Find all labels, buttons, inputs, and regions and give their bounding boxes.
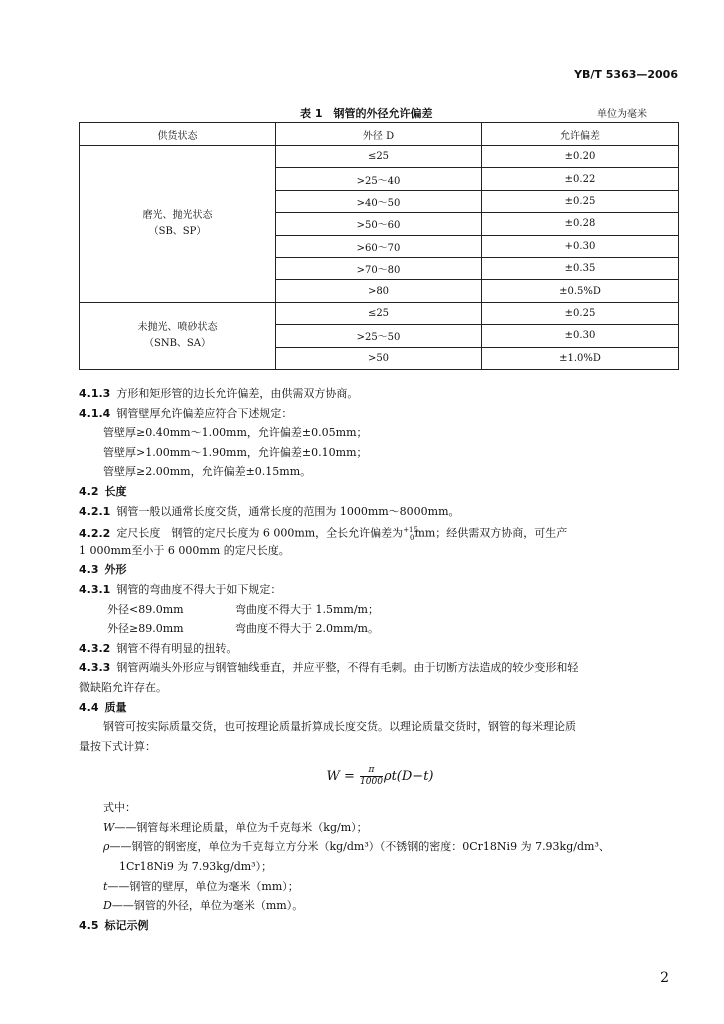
- supply-state-code: （SB、SP）: [148, 225, 207, 237]
- where-desc: ——钢管的外径，单位为毫米（mm）。: [111, 899, 304, 913]
- column-header: 供货状态: [80, 123, 276, 146]
- where-item: [79, 877, 681, 897]
- tolerance-cell: ±0.5%D: [482, 280, 679, 302]
- tolerance-cell: ±0.22: [482, 168, 679, 190]
- clause-text-cont: mm；经供需双方协商，可生产: [414, 526, 568, 540]
- where-symbol: D: [103, 899, 112, 913]
- tolerance-cell: +0.30: [482, 235, 679, 257]
- section-number: 4.5: [79, 918, 99, 932]
- formula-rhs: ρt(D−t): [383, 769, 434, 785]
- clause-4-2-2: [79, 521, 681, 541]
- tolerance-upper: +15: [403, 526, 418, 535]
- where-item-cont: 1Cr18Ni9 为 7.93kg/dm³）；: [119, 860, 273, 874]
- section-title: 质量: [104, 700, 127, 714]
- diameter-cell: >80: [276, 280, 482, 302]
- standard-number: YB/T 5363—2006: [574, 68, 678, 81]
- table-caption: 表 1 钢管的外径允许偏差: [300, 107, 433, 120]
- clause-number: 4.2.2: [79, 526, 111, 540]
- clause-text: 定尺长度 钢管的定尺长度为 6 000mm，全长允许偏差为: [116, 526, 404, 540]
- mass-paragraph: 钢管可按实际质量交货，也可按理论质量折算成长度交货。以理论质量交货时，钢管的每米理论质: [103, 720, 576, 734]
- where-item: [79, 818, 681, 838]
- bend-diameter: 外径≥89.0mm: [107, 622, 184, 636]
- diameter-cell: >50～60: [276, 213, 482, 235]
- clause-4-1-3: [79, 384, 681, 404]
- clause-text: 钢管不得有明显的扭转。: [116, 641, 238, 655]
- column-header: 允许偏差: [482, 123, 679, 146]
- diameter-cell: >40～50: [276, 190, 482, 212]
- clause-text: 钢管一般以通常长度交货，通常长度的范围为 1000mm～8000mm。: [116, 504, 460, 518]
- wall-tolerance-item: 管壁厚≥2.00mm，允许偏差±0.15mm。: [103, 465, 312, 479]
- supply-state-cell: [80, 146, 276, 303]
- formula-lhs: W =: [326, 769, 355, 785]
- supply-state-name: 磨光、抛光状态: [142, 209, 213, 221]
- tolerance-lower: 0: [409, 534, 415, 542]
- page-number: 2: [660, 970, 669, 986]
- body-text: [79, 384, 681, 935]
- wall-tolerance-item: 管壁厚>1.00mm～1.90mm，允许偏差±0.10mm；: [103, 445, 368, 459]
- tolerance-table: [79, 122, 679, 370]
- clause-4-3-2: [79, 639, 681, 659]
- bend-limit: 弯曲度不得大于 1.5mm/m；: [235, 602, 379, 616]
- table-unit: 单位为毫米: [597, 109, 647, 120]
- section-title: 外形: [104, 563, 127, 577]
- where-desc: ——钢管每米理论质量，单位为千克每米（kg/m）；: [114, 820, 368, 834]
- diameter-cell: >50: [276, 347, 482, 369]
- diameter-cell: >70～80: [276, 257, 482, 279]
- tolerance-cell: ±0.25: [482, 302, 679, 324]
- where-symbol: W: [103, 820, 115, 834]
- supply-state-code: （SNB、SA）: [143, 337, 212, 349]
- bend-row: [79, 600, 681, 620]
- clause-number: 4.2.1: [79, 504, 111, 518]
- table-row: [80, 146, 679, 168]
- diameter-cell: ≤25: [276, 302, 482, 324]
- supply-state-name: 未抛光、喷砂状态: [137, 321, 218, 333]
- where-item: [79, 896, 681, 916]
- tolerance-cell: ±0.30: [482, 325, 679, 347]
- clause-text: 钢管两端头外形应与钢管轴线垂直，并应平整，不得有毛刺。由于切断方法造成的较少变形和轻: [116, 661, 579, 675]
- clause-4-3-3: [79, 658, 681, 678]
- clause-number: 4.3.2: [79, 641, 111, 655]
- supply-state-cell: [80, 302, 276, 369]
- clause-4-3-1: [79, 580, 681, 600]
- section-4-5: [79, 916, 681, 936]
- section-number: 4.4: [79, 700, 99, 714]
- bend-row: [79, 619, 681, 639]
- bend-limit: 弯曲度不得大于 2.0mm/m。: [235, 622, 379, 636]
- table-row: [80, 302, 679, 324]
- clause-number: 4.1.4: [79, 406, 111, 420]
- diameter-cell: ≤25: [276, 146, 482, 168]
- tolerance-cell: ±0.20: [482, 146, 679, 168]
- section-4-2: [79, 482, 681, 502]
- clause-text: 钢管壁厚允许偏差应符合下述规定：: [116, 406, 293, 420]
- formula-fraction: [360, 765, 383, 788]
- bend-diameter: 外径<89.0mm: [107, 602, 184, 616]
- clause-number: 4.1.3: [79, 387, 111, 400]
- wall-tolerance-item: 管壁厚≥0.40mm～1.00mm，允许偏差±0.05mm；: [103, 426, 368, 440]
- clause-text: 钢管的弯曲度不得大于如下规定：: [116, 582, 282, 596]
- section-title: 长度: [104, 484, 127, 498]
- clause-number: 4.3.3: [79, 661, 111, 675]
- mass-formula: [79, 756, 681, 798]
- where-desc: ——钢管的壁厚，单位为毫米（mm）；: [107, 879, 299, 893]
- where-symbol: t: [103, 879, 108, 893]
- formula-numerator: π: [360, 765, 383, 777]
- tolerance-cell: ±0.28: [482, 213, 679, 235]
- column-header: 外径 D: [276, 123, 482, 146]
- mass-paragraph-cont: 量按下式计算：: [79, 739, 156, 753]
- clause-4-1-4: [79, 404, 681, 424]
- tolerance-cell: ±0.25: [482, 190, 679, 212]
- section-4-4: [79, 698, 681, 718]
- table-header-row: [80, 123, 679, 146]
- section-number: 4.2: [79, 484, 99, 498]
- where-title: 式中：: [103, 801, 136, 815]
- where-symbol: ρ: [103, 840, 110, 854]
- clause-4-3-3-cont: 微缺陷允许存在。: [79, 680, 167, 694]
- where-desc: ——钢管的钢密度，单位为千克每立方分米（kg/dm³）（不锈钢的密度：0Cr18Ni9 为 7.93kg/dm³、: [109, 840, 610, 854]
- section-number: 4.3: [79, 563, 99, 577]
- clause-4-2-2-cont: 1 000mm至小于 6 000mm 的定尺长度。: [79, 543, 290, 557]
- section-title: 标记示例: [104, 918, 149, 932]
- diameter-cell: >60～70: [276, 235, 482, 257]
- where-item: [79, 837, 681, 857]
- diameter-cell: >25～40: [276, 168, 482, 190]
- formula-denominator: 1000: [360, 777, 383, 788]
- clause-text: 方形和矩形管的边长允许偏差，由供需双方协商。: [116, 387, 359, 400]
- clause-number: 4.3.1: [79, 582, 111, 596]
- clause-4-2-1: [79, 502, 681, 522]
- tolerance-cell: ±1.0%D: [482, 347, 679, 369]
- diameter-cell: >25～50: [276, 325, 482, 347]
- tolerance-cell: ±0.35: [482, 257, 679, 279]
- section-4-3: [79, 560, 681, 580]
